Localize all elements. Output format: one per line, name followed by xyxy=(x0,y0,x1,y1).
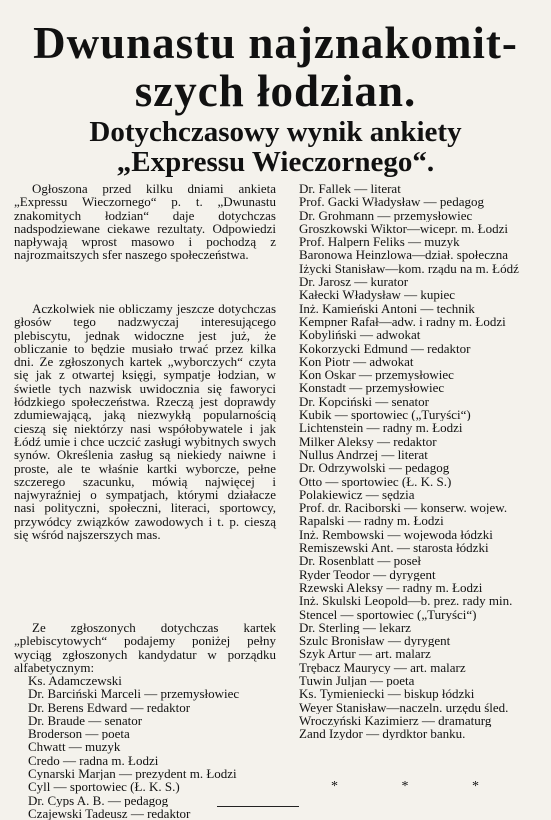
list-item: Chwatt — muzyk xyxy=(28,740,121,754)
list-item: Groszkowski Wiktor—wicepr. m. Łodzi xyxy=(299,221,509,236)
intro-paragraph-2: Aczkolwiek nie obliczamy jeszcze dotychczas głosów tego nadzwyczaj interesującego plebiscytu, jednak widoczne jest już, że obliczanie to będzie musiało trwać przez kilka dni. Ze zgłoszonych kartek „wyborczych“ czyta się jak z otwartej księgi, sympatje łodzian, w świetle tych nazwisk uwidocznia się faworyci łódzkiego społeczeństwa. Rzeczą jest doprawdy zdumiewającą, jaką niezwykłą popularnością cieszą się niektórzy nasi współobywatele i jak Łódź umie i chce uczcić zasługi wybitnych swych synów. Określenia zasług są niekiedy naiwne i proste, ale te właśnie kartki wyborcze, pełne szczerego szacunku, mówią najwięcej i najwyraźniej o sympatjach, którymi działacze nasi polityczni, społeczni, literaci, sportowcy, przywódcy związków zawodowych i t. p. cieszą się wśród najszerszych mas. xyxy=(14,301,276,543)
list-item: Rapalski — radny m. Łodzi xyxy=(299,514,444,528)
right-column xyxy=(299,182,541,740)
list-item: Milker Aleksy — redaktor xyxy=(299,434,437,448)
list-item: Inż. Skulski Leopold—b. prez. rady min. xyxy=(299,594,513,608)
candidate-list-left xyxy=(14,674,276,820)
list-item: Ks. Adamczewski xyxy=(28,674,122,688)
intro-paragraph-1: Ogłoszona przed kilku dniami ankieta „Expressu Wieczornego“ p. t. „Dwunastu znakomitych łodzian“ daje dotychczas nadspodziewane ciekawe rezultaty. Odpowiedzi napływają wprost masowo i pochodzą z najrozmaitszych sfer naszego społeczeństwa. xyxy=(14,181,276,263)
list-item: Prof. dr. Raciborski — konserw. wojew. xyxy=(299,501,508,515)
list-item: Otto — sportowiec (Ł. K. S.) xyxy=(299,474,452,488)
list-item: Wroczyński Kazimierz — dramaturg xyxy=(299,713,492,728)
list-item: Dr. Sterling — lekarz xyxy=(299,620,411,635)
list-item: Stencel — sportowiec („Turyści“) xyxy=(299,607,477,621)
end-divider xyxy=(217,806,299,807)
list-item: Kubik — sportowiec („Turyści“) xyxy=(299,408,471,422)
list-item: Tuwin Juljan — poeta xyxy=(299,673,415,688)
list-item: Nullus Andrzej — literat xyxy=(299,447,428,462)
list-item: Dr. Rosenblatt — poseł xyxy=(299,554,422,568)
list-item: Credo — radna m. Łodzi xyxy=(28,753,159,768)
list-item: Dr. Jarosz — kurator xyxy=(299,275,409,289)
list-item: Weyer Stanisław—naczeln. urzędu śled. xyxy=(299,700,509,714)
list-item: Dr. Kopciński — senator xyxy=(299,394,429,409)
list-item: Kokorzycki Edmund — redaktor xyxy=(299,341,471,355)
list-item: Kempner Rafał—adw. i radny m. Łodzi xyxy=(299,314,506,329)
headline-line-2: szych łodzian. xyxy=(134,66,417,116)
subheadline-line-2: „Expressu Wieczornego“. xyxy=(116,146,435,178)
list-item: Ryder Teodor — dyrygent xyxy=(299,567,436,581)
list-item: Iżycki Stanisław—kom. rządu na m. Łódź xyxy=(299,261,519,276)
list-item: Cynarski Marjan — prezydent m. Łodzi xyxy=(28,767,237,781)
list-item: Inż. Kamieński Antoni — technik xyxy=(299,301,475,315)
section-stars: * * * xyxy=(331,779,509,794)
list-item: Cyll — sportowiec (Ł. K. S.) xyxy=(28,780,180,794)
list-item: Prof. Gacki Władysław — pedagog xyxy=(299,195,484,209)
intro-paragraph-3: Ze zgłoszonych dotychczas kartek „plebiscytowych“ podajemy poniżej pełny wyciąg zgłoszonych kandydatur w porządku alfabetycznym: xyxy=(14,620,276,675)
left-column xyxy=(14,182,276,820)
list-item: Kon Oskar — przemysłowiec xyxy=(299,368,454,382)
list-item: Dr. Braude — senator xyxy=(28,713,143,728)
list-item: Kałecki Władysław — kupiec xyxy=(299,288,456,302)
list-item: Baronowa Heinzlowa—dział. społeczna xyxy=(299,248,509,262)
list-item: Broderson — poeta xyxy=(28,727,130,741)
subheadline-line-1: Dotychczasowy wynik ankiety xyxy=(89,116,462,148)
list-item: Konstadt — przemysłowiec xyxy=(299,381,445,395)
list-item: Szyk Artur — art. malarz xyxy=(299,647,431,661)
list-item: Ks. Tymieniecki — biskup łódzki xyxy=(299,687,475,701)
list-item: Dr. Grohmann — przemysłowiec xyxy=(299,208,473,222)
list-item: Kon Piotr — adwokat xyxy=(299,354,414,369)
headline-line-1: Dwunastu najznakomit- xyxy=(33,18,518,68)
list-item: Polakiewicz — sędzia xyxy=(299,487,415,502)
list-item: Szulc Bronisław — dyrygent xyxy=(299,634,451,648)
list-item: Dr. Berens Edward — redaktor xyxy=(28,700,191,714)
list-item: Zand Izydor — dyrdktor banku. xyxy=(299,727,466,741)
list-item: Inż. Rembowski — wojewoda łódzki xyxy=(299,527,493,542)
list-item: Trębacz Maurycy — art. malarz xyxy=(299,660,466,674)
list-item: Kobyliński — adwokat xyxy=(299,328,421,342)
list-item: Dr. Cyps A. B. — pedagog xyxy=(28,793,169,807)
list-item: Czajewski Tadeusz — redaktor xyxy=(28,806,191,820)
list-item: Prof. Halpern Feliks — muzyk xyxy=(299,235,460,249)
list-item: Dr. Barciński Marceli — przemysłowiec xyxy=(28,687,240,701)
list-item: Rzewski Aleksy — radny m. Łodzi xyxy=(299,580,483,595)
list-item: Lichtenstein — radny m. Łodzi xyxy=(299,421,463,435)
list-item: Remiszewski Ant. — starosta łódzki xyxy=(299,541,489,555)
list-item: Dr. Odrzywolski — pedagog xyxy=(299,461,450,475)
list-item: Dr. Fallek — literat xyxy=(299,182,401,196)
